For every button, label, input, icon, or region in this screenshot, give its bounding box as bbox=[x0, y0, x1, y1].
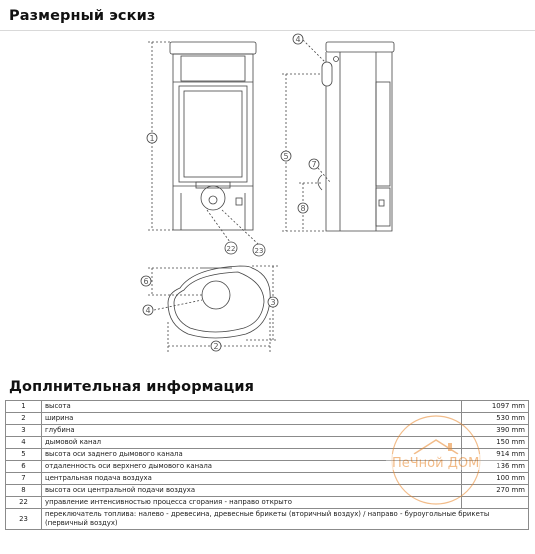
row-value: 150 mm bbox=[462, 437, 529, 449]
callout-22: 22 bbox=[226, 245, 236, 253]
row-label: дымовой канал bbox=[42, 437, 462, 449]
row-label: отдаленность оси верхнего дымового канала bbox=[42, 461, 462, 473]
row-value: 390 mm bbox=[462, 425, 529, 437]
row-label: глубина bbox=[42, 425, 462, 437]
row-label: центральная подача воздуха bbox=[42, 473, 462, 485]
row-number: 2 bbox=[6, 413, 42, 425]
row-value: 1097 mm bbox=[462, 401, 529, 413]
callout-3: 3 bbox=[270, 298, 276, 307]
row-number: 22 bbox=[6, 497, 42, 509]
callout-1: 1 bbox=[149, 134, 155, 143]
info-title: Доплнительная информация bbox=[9, 379, 255, 395]
row-number: 23 bbox=[6, 509, 42, 530]
row-number: 5 bbox=[6, 449, 42, 461]
callout-4-side: 4 bbox=[295, 35, 301, 44]
row-number: 6 bbox=[6, 461, 42, 473]
callout-4: 4 bbox=[145, 306, 151, 315]
row-number: 8 bbox=[6, 485, 42, 497]
row-value: 914 mm bbox=[462, 449, 529, 461]
row-value: 100 mm bbox=[462, 473, 529, 485]
callout-23: 23 bbox=[254, 247, 264, 255]
watermark-logo bbox=[384, 410, 504, 510]
row-label: высота bbox=[42, 401, 462, 413]
callout-2: 2 bbox=[213, 342, 219, 351]
row-label: высота оси центральной подачи воздуха bbox=[42, 485, 462, 497]
row-number: 7 bbox=[6, 473, 42, 485]
side-view bbox=[281, 34, 394, 231]
top-view bbox=[141, 266, 278, 352]
row-value: 530 mm bbox=[462, 413, 529, 425]
row-label: ширина bbox=[42, 413, 462, 425]
row-label: высота оси заднего дымового канала bbox=[42, 449, 462, 461]
watermark-text: ПеЧной ДОМ bbox=[392, 456, 480, 471]
callout-6: 6 bbox=[143, 277, 149, 286]
callout-5: 5 bbox=[283, 152, 289, 161]
row-label: управление интенсивностью процесса сгорания - направо открыто bbox=[42, 497, 462, 509]
callout-7: 7 bbox=[311, 160, 317, 169]
callout-8: 8 bbox=[300, 204, 306, 213]
row-value: 270 mm bbox=[462, 485, 529, 497]
row-value: 136 mm bbox=[462, 461, 529, 473]
row-number: 3 bbox=[6, 425, 42, 437]
row-number: 4 bbox=[6, 437, 42, 449]
table-row bbox=[6, 509, 529, 530]
sketch-title: Размерный эскиз bbox=[9, 8, 156, 24]
front-view bbox=[147, 42, 265, 256]
row-label: переключатель топлива: налево - древесина, древесные брикеты (вторичный воздух) / направо - буроугольные брикеты (первичный воздух) bbox=[42, 509, 529, 530]
row-number: 1 bbox=[6, 401, 42, 413]
